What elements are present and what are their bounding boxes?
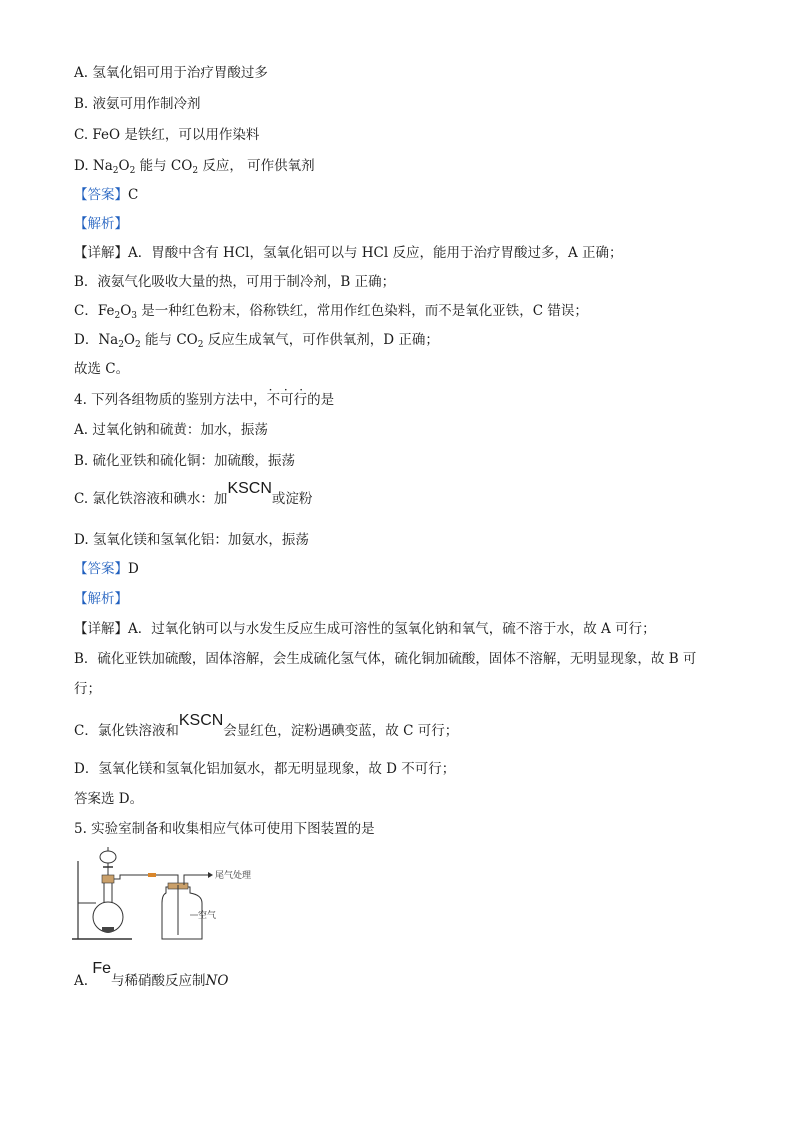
q3-detail-b: B．液氨气化吸收大量的热，可用于制冷剂，B 正确； <box>74 274 396 290</box>
q4-detail-b-line2: 行； <box>74 681 101 697</box>
kscn-formula: KSCN <box>227 480 272 497</box>
q4-detail-d: D．氢氧化镁和氢氧化铝加氨水，都无明显现象，故 D 不可行； <box>74 761 456 777</box>
q3-detail-c: C．$Fe_2O_3$ 是一种红色粉末，俗称铁红，常用作红色染料，而不是氧化亚铁，C 错误； <box>74 303 588 321</box>
q3-analysis-tag: 【解析】 <box>74 216 128 232</box>
answer-tag: 【答案】 <box>74 187 128 203</box>
q4-stem: 4. 下列各组物质的鉴别方法中，· · 不可行的是 <box>74 391 334 409</box>
separatory-funnel <box>100 851 116 863</box>
kscn-formula: KSCN <box>178 712 224 729</box>
q4-option-c: C. 氯化铁溶液和碘水：加KSCN或淀粉 <box>74 480 313 507</box>
emphasis-text: · · 不可行 <box>267 392 308 408</box>
answer-value: C <box>128 187 139 203</box>
q5-stem: 5. 实验室制备和收集相应气体可使用下图装置的是 <box>74 821 375 837</box>
no-formula: NO <box>205 973 229 989</box>
q3-option-d: D. $Na_2O_2$ 能与 $CO_2$ 反应， 可作供氧剂 <box>74 158 315 176</box>
q4-analysis-tag: 【解析】 <box>74 591 128 607</box>
q3-conclusion: 故选 C。 <box>74 361 130 377</box>
flask-stopper <box>102 875 114 883</box>
rubber-joint <box>148 873 156 877</box>
q4-answer <box>74 560 139 578</box>
q3-option-c: C. FeO 是铁红，可以用作染料 <box>74 127 260 143</box>
q4-detail-b-line1: B．硫化亚铁加硫酸，固体溶解，会生成硫化氢气体，硫化铜加硫酸，固体不溶解，无明显现象，故 B 可 <box>74 651 697 667</box>
arrow-head-icon <box>208 872 213 878</box>
q3-option-b: B. 液氨可用作制冷剂 <box>74 96 201 112</box>
q4-option-b: B. 硫化亚铁和硫化铜：加硫酸，振荡 <box>74 453 296 469</box>
lab-apparatus-figure <box>70 843 260 943</box>
fe-formula: Fe <box>92 960 112 977</box>
answer-value: D <box>128 561 139 577</box>
label-tail-gas: 尾气处理 <box>215 871 252 881</box>
q4-detail-a: 【详解】A．过氧化钠可以与水发生反应生成可溶性的氢氧化钠和氧气，硫不溶于水，故 A 可行； <box>74 621 656 637</box>
q4-option-d: D. 氢氧化镁和氢氧化铝：加氨水，振荡 <box>74 532 309 548</box>
gas-collection-bottle <box>162 887 202 939</box>
answer-tag: 【答案】 <box>74 561 128 577</box>
q3-detail-a: 【详解】A．胃酸中含有 HCl，氢氧化铝可以与 HCl 反应，能用于治疗胃酸过多，A 正确； <box>74 245 623 261</box>
q3-detail-d: D．$Na_2O_2$ 能与 $CO_2$ 反应生成氧气，可作供氧剂，D 正确； <box>74 332 439 350</box>
q4-detail-c: C．氯化铁溶液和KSCN会显红色，淀粉遇碘变蓝，故 C 可行； <box>74 712 459 739</box>
q4-conclusion: 答案选 D。 <box>74 791 144 807</box>
q3-option-a: A. 氢氧化铝可用于治疗胃酸过多 <box>74 65 268 81</box>
q5-option-a: A. Fe与稀硝酸反应制NO <box>74 960 229 989</box>
flask-solid <box>102 927 114 933</box>
q3-answer <box>74 186 138 204</box>
q4-option-a: A. 过氧化钠和硫黄：加水，振荡 <box>74 422 268 438</box>
label-air: 空气 <box>198 911 217 921</box>
